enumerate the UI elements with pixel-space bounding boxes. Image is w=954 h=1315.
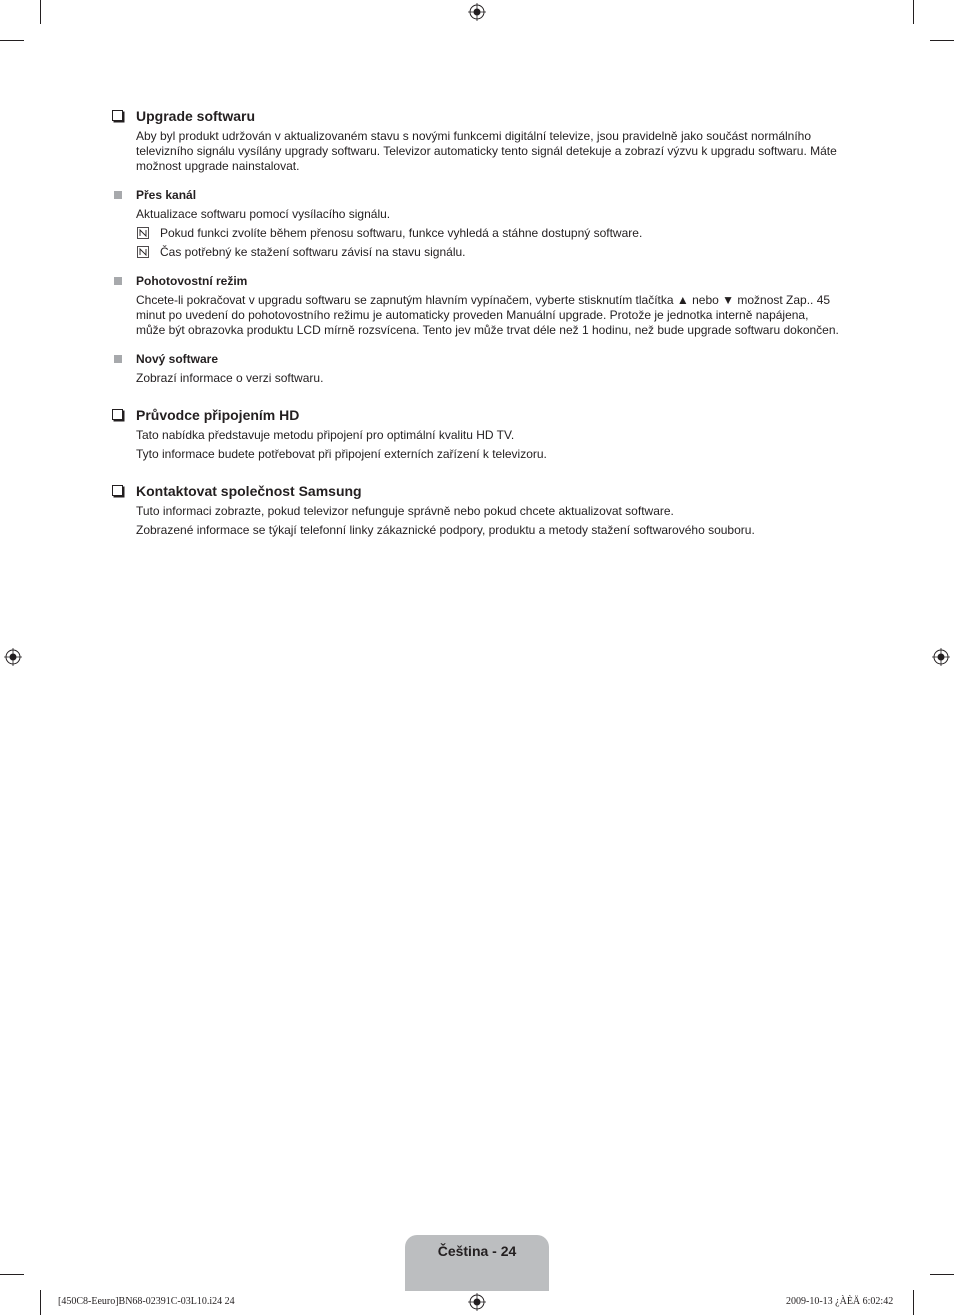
- section-text: Tuto informaci zobrazte, pokud televizor nefunguje správně nebo pokud chcete aktualizovat software.: [136, 504, 674, 518]
- subsection-heading: [110, 274, 840, 289]
- section-heading: [110, 107, 840, 125]
- registration-mark-icon: [468, 1293, 486, 1311]
- section-hd-connection-guide: [110, 406, 840, 462]
- crop-mark: [40, 1290, 41, 1315]
- section-title: Upgrade softwaru: [136, 108, 256, 124]
- subsection-title: Nový software: [136, 352, 219, 366]
- crop-mark: [930, 1274, 954, 1275]
- subsection-text: Chcete-li pokračovat v upgradu softwaru se zapnutým hlavním vypínačem, vyberte stisknutím tlačítka ▲ nebo ▼ možnost Zap.. 45 minut po uvedení do pohotovostního režimu je automaticky proveden Manuální upgrade. Protože je jednotka interně napájena, může být obrazovka produktu LCD mírně rozsvícena. Tento jev může trvat déle než 1 hodinu, než bude upgrade softwaru dokončen.: [136, 293, 839, 337]
- note-text: Čas potřebný ke stažení softwaru závisí na stavu signálu.: [160, 245, 466, 259]
- crop-mark: [0, 40, 24, 41]
- page-number-label: Čeština - 24: [437, 1243, 517, 1259]
- section-upgrade-software: [110, 107, 840, 386]
- section-heading: [110, 482, 840, 500]
- crop-mark: [930, 40, 954, 41]
- crop-mark: [913, 0, 914, 24]
- section-text: Zobrazené informace se týkají telefonní linky zákaznické podpory, produktu a metody stažení softwarového souboru.: [136, 523, 755, 537]
- section-text: Tyto informace budete potřebovat při připojení externích zařízení k televizoru.: [136, 447, 547, 461]
- note: [136, 226, 840, 241]
- section-heading: [110, 406, 840, 424]
- checkbox-bullet-icon: [112, 409, 123, 420]
- square-bullet-icon: [114, 191, 122, 199]
- subsection-heading: [110, 188, 840, 203]
- manual-content: [110, 107, 840, 538]
- crop-mark: [913, 1290, 914, 1315]
- footer-file-info: [450C8-Eeuro]BN68-02391C-03L10.i24 24: [58, 1296, 235, 1307]
- section-title: Průvodce připojením HD: [136, 407, 300, 423]
- checkbox-bullet-icon: [112, 485, 123, 496]
- crop-mark: [0, 1274, 24, 1275]
- subsection-heading: [110, 352, 840, 367]
- subsection-text: Aktualizace softwaru pomocí vysílacího signálu.: [136, 207, 391, 221]
- registration-mark-icon: [932, 648, 950, 666]
- section-text: Tato nabídka představuje metodu připojení pro optimální kvalitu HD TV.: [136, 428, 515, 442]
- note: [136, 245, 840, 260]
- footer-timestamp: 2009-10-13 ¿ÀÈÄ 6:02:42: [786, 1296, 894, 1307]
- subsection-title: Přes kanál: [136, 188, 197, 202]
- square-bullet-icon: [114, 355, 122, 363]
- note-text: Pokud funkci zvolíte během přenosu softwaru, funkce vyhledá a stáhne dostupný software.: [160, 226, 643, 240]
- subsection-title: Pohotovostní režim: [136, 274, 248, 288]
- section-title: Kontaktovat společnost Samsung: [136, 483, 362, 499]
- subsection-text: Zobrazí informace o verzi softwaru.: [136, 371, 324, 385]
- note-icon: [137, 227, 149, 239]
- registration-mark-icon: [468, 3, 486, 21]
- section-text: Aby byl produkt udržován v aktualizovaném stavu s novými funkcemi digitální televize, jsou pravidelně jako součást normálního televizního signálu vysílány upgrady softwaru. Televizor automaticky tento signál detekuje a zobrazí výzvu k upgradu softwaru. Máte možnost upgrade nainstalovat.: [136, 129, 837, 173]
- page-number-tab: [405, 1235, 549, 1291]
- section-contact-samsung: [110, 482, 840, 538]
- square-bullet-icon: [114, 277, 122, 285]
- crop-mark: [40, 0, 41, 24]
- checkbox-bullet-icon: [112, 110, 123, 121]
- note-icon: [137, 246, 149, 258]
- registration-mark-icon: [4, 648, 22, 666]
